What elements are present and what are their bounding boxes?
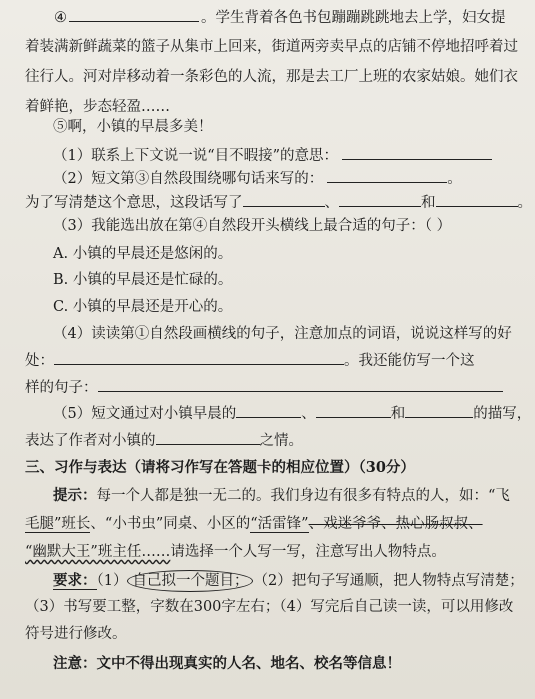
hint-line2: 毛腿”班长、“小书虫”同桌、小区的“活雷锋”、戏迷爷爷、热心肠叔叔、 [25,516,483,532]
question-3: （3）我能选出放在第④自然段开头横线上最合适的句子：（ ） [53,218,452,234]
question-4-line3: 样的句子： [25,377,535,398]
option-a[interactable]: A. 小镇的早晨还是悠闲的。 [53,246,233,262]
question-5-line1: （5）短文通过对小镇早晨的 、 和 的描写， [53,403,535,424]
para4-line1: ④ 。学生背着各色书包蹦蹦跳跳地去上学，妇女提 [54,7,535,28]
answer-blank[interactable] [156,430,260,445]
hint-line3: “幽默大王”班主任……请选择一个人写一写，注意写出人物特点。 [25,544,446,560]
answer-blank[interactable] [405,403,473,418]
option-b[interactable]: B. 小镇的早晨还是忙碌的。 [53,272,233,288]
answer-blank[interactable] [98,377,503,392]
para4-line2: 着装满新鲜蔬菜的篮子从集市上回来，街道两旁卖早点的店铺不停地招呼着过 [25,39,518,55]
answer-blank[interactable] [327,168,447,183]
requirements-line2: （3）书写要工整，字数在300字左右；（4）写完后自己读一读，可以用修改 [25,599,514,615]
answer-blank[interactable] [316,403,391,418]
answer-blank[interactable] [243,192,325,207]
answer-blank[interactable] [54,350,344,365]
answer-blank[interactable] [69,7,199,22]
question-2-line1: （2）短文第③自然段围绕哪句话来写的： 。 [53,168,535,189]
note: 注意：文中不得出现真实的人名、地名、校名等信息！ [53,655,401,672]
para4-line4: 着鲜艳，步态轻盈…… [25,99,170,115]
hint-line1: 提示：每一个人都是独一无二的。我们身边有很多有特点的人，如：“飞 [53,487,510,504]
answer-blank[interactable] [339,192,421,207]
requirements-line3: 符号进行修改。 [25,626,127,642]
hint-label: 提示： [53,487,97,504]
answer-blank[interactable] [236,403,301,418]
para5: ⑤啊，小镇的早晨多美！ [53,119,213,135]
circled-requirement: 自己拟一个题目； [127,570,253,592]
option-c[interactable]: C. 小镇的早晨还是开心的。 [53,299,233,315]
section-3-title: 三、习作与表达（请将习作写在答题卡的相应位置）（30分） [25,459,415,476]
requirements-line1: 要求：（1） 自己拟一个题目； （2）把句子写通顺，把人物特点写清楚； [53,570,535,592]
answer-blank[interactable] [436,192,518,207]
answer-blank[interactable] [342,145,492,160]
question-4-line1: （4）读读第①自然段画横线的句子，注意加点的词语，说说这样写的好 [53,326,512,342]
question-2-line2: 为了写清楚这个意思，这段话写了 、 和 。 [25,192,535,213]
para4-line3: 往行人。河对岸移动着一条彩色的人流，那是去工厂上班的农家姑娘。她们衣 [25,69,518,85]
question-5-line2: 表达了作者对小镇的 之情。 [25,430,535,451]
para4-marker: ④ [54,10,67,26]
question-4-line2: 处： 。我还能仿写一个这 [25,350,535,371]
question-1: （1）联系上下文说一说“目不暇接”的意思： [53,145,535,166]
requirements-label: 要求： [53,572,97,589]
